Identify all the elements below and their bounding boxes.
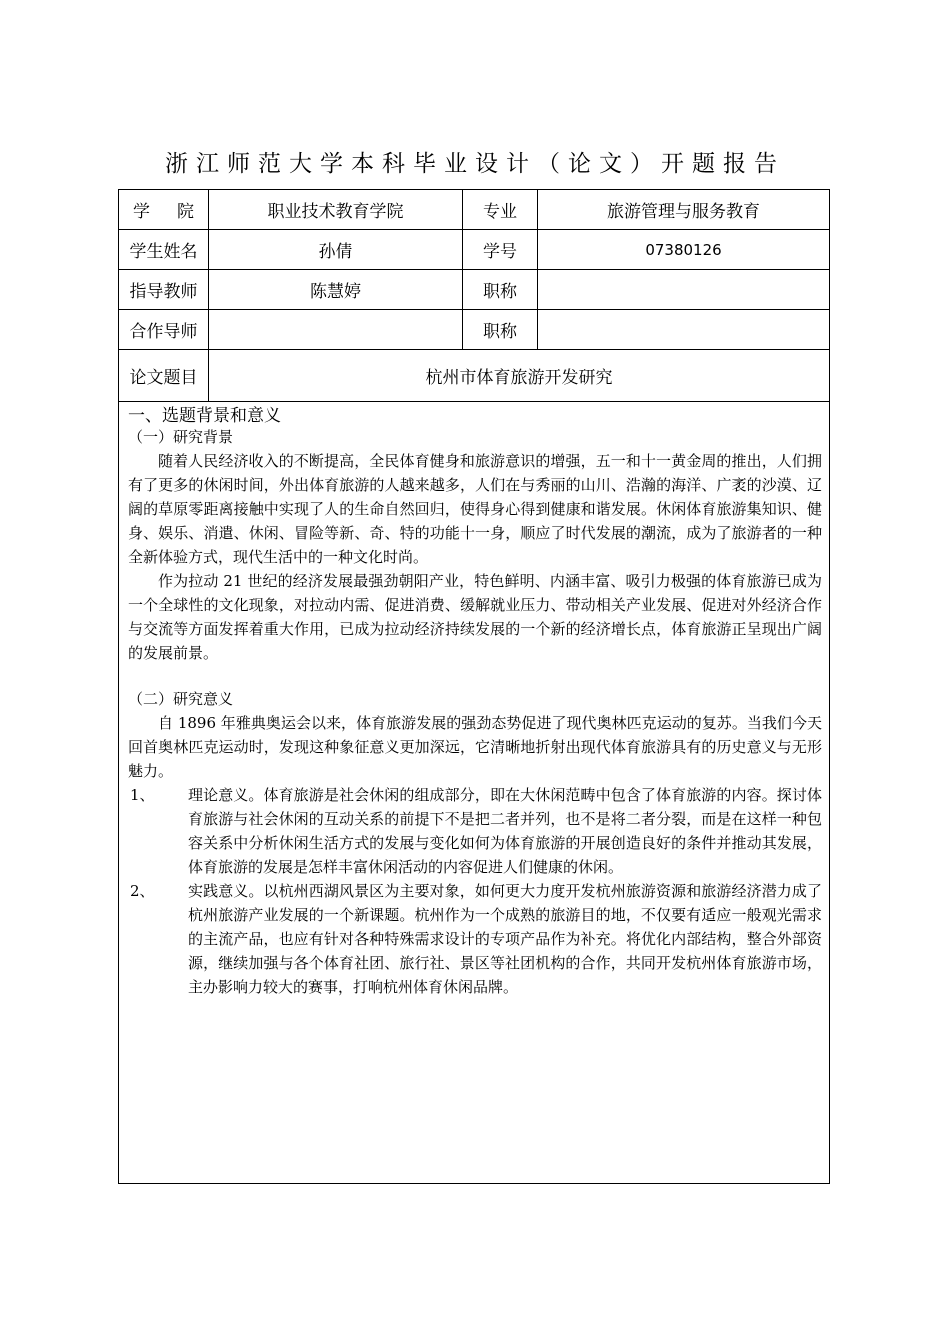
advisor-label: 指导教师 xyxy=(129,282,198,302)
student-name-label: 学生姓名 xyxy=(129,242,198,262)
proposal-body xyxy=(128,405,822,999)
advisor-value: 陈慧婷 xyxy=(310,282,361,302)
advisor-title-value xyxy=(538,270,829,309)
student-id-label: 学号 xyxy=(483,242,517,262)
college-value: 职业技术教育学院 xyxy=(267,202,404,222)
list-item-number: 2、 xyxy=(130,882,155,900)
list-item-text: 理论意义。体育旅游是社会休闲的组成部分，即在大休闲范畴中包含了体育旅游的内容。探讨体育旅游与社会休闲的互动关系的前提下不是把二者并列，也不是将二者分裂，而是在这样一种包容关系中分析休闲生活方式的发展与变化如何为体育旅游的开展创造良好的条件并推动其发展，体育旅游的发展是怎样丰富休闲活动的内容促进人们健康的休闲。 xyxy=(188,786,822,876)
paragraph: 自 1896 年雅典奥运会以来，体育旅游发展的强劲态势促进了现代奥林匹克运动的复苏。当我们今天回首奥林匹克运动时，发现这种象征意义更加深远，它清晰地折射出现代体育旅游具有的历史意义与无形魅力。 xyxy=(128,714,822,780)
row-divider xyxy=(119,401,829,402)
section-heading: 一、选题背景和意义 xyxy=(128,406,281,426)
list-item xyxy=(128,879,822,999)
coadvisor-label: 合作导师 xyxy=(129,322,198,342)
subsection-heading: （一）研究背景 xyxy=(128,428,234,446)
list-item xyxy=(128,783,822,879)
document-title: 浙江师范大学本科毕业设计（论文）开题报告 xyxy=(165,151,785,177)
advisor-title-label: 职称 xyxy=(483,282,517,302)
coadvisor-title-value xyxy=(538,310,829,349)
paragraph: 随着人民经济收入的不断提高，全民体育健身和旅游意识的增强，五一和十一黄金周的推出，人们拥有了更多的休闲时间，外出体育旅游的人越来越多，人们在与秀丽的山川、浩瀚的海洋、广袤的沙漠、辽阔的草原零距离接触中实现了人的生命自然回归，使得身心得到健康和谐发展。休闲体育旅游集知识、健身、娱乐、消遣、休闲、冒险等新、奇、特的功能十一身，顺应了时代发展的潮流，成为了旅游者的一种全新体验方式，现代生活中的一种文化时尚。 xyxy=(128,452,822,566)
spacer xyxy=(128,665,822,689)
student-id-value: 07380126 xyxy=(645,240,722,259)
subsection-heading: （二）研究意义 xyxy=(128,690,234,708)
thesis-title-value: 杭州市体育旅游开发研究 xyxy=(425,368,613,388)
thesis-title-label: 论文题目 xyxy=(129,368,198,388)
list-item-number: 1、 xyxy=(130,786,155,804)
coadvisor-title-label: 职称 xyxy=(483,322,517,342)
student-name-value: 孙倩 xyxy=(318,242,353,262)
major-label: 专业 xyxy=(483,202,517,222)
coadvisor-value xyxy=(209,310,462,349)
list-item-text: 实践意义。以杭州西湖风景区为主要对象，如何更大力度开发杭州旅游资源和旅游经济潜力成了杭州旅游产业发展的一个新课题。杭州作为一个成熟的旅游目的地，不仅要有适应一般观光需求的主流产品，也应有针对各种特殊需求设计的专项产品作为补充。将优化内部结构，整合外部资源，继续加强与各个体育社团、旅行社、景区等社团机构的合作，共同开发杭州体育旅游市场，主办影响力较大的赛事，打响杭州体育休闲品牌。 xyxy=(188,882,822,996)
proposal-form xyxy=(118,189,830,1184)
major-value: 旅游管理与服务教育 xyxy=(607,202,760,222)
paragraph: 作为拉动 21 世纪的经济发展最强劲朝阳产业，特色鲜明、内涵丰富、吸引力极强的体育旅游已成为一个全球性的文化现象，对拉动内需、促进消费、缓解就业压力、带动相关产业发展、促进对外经济合作与交流等方面发挥着重大作用，已成为拉动经济持续发展的一个新的经济增长点，体育旅游正呈现出广阔的发展前景。 xyxy=(128,572,822,662)
college-label: 学 院 xyxy=(133,202,194,222)
